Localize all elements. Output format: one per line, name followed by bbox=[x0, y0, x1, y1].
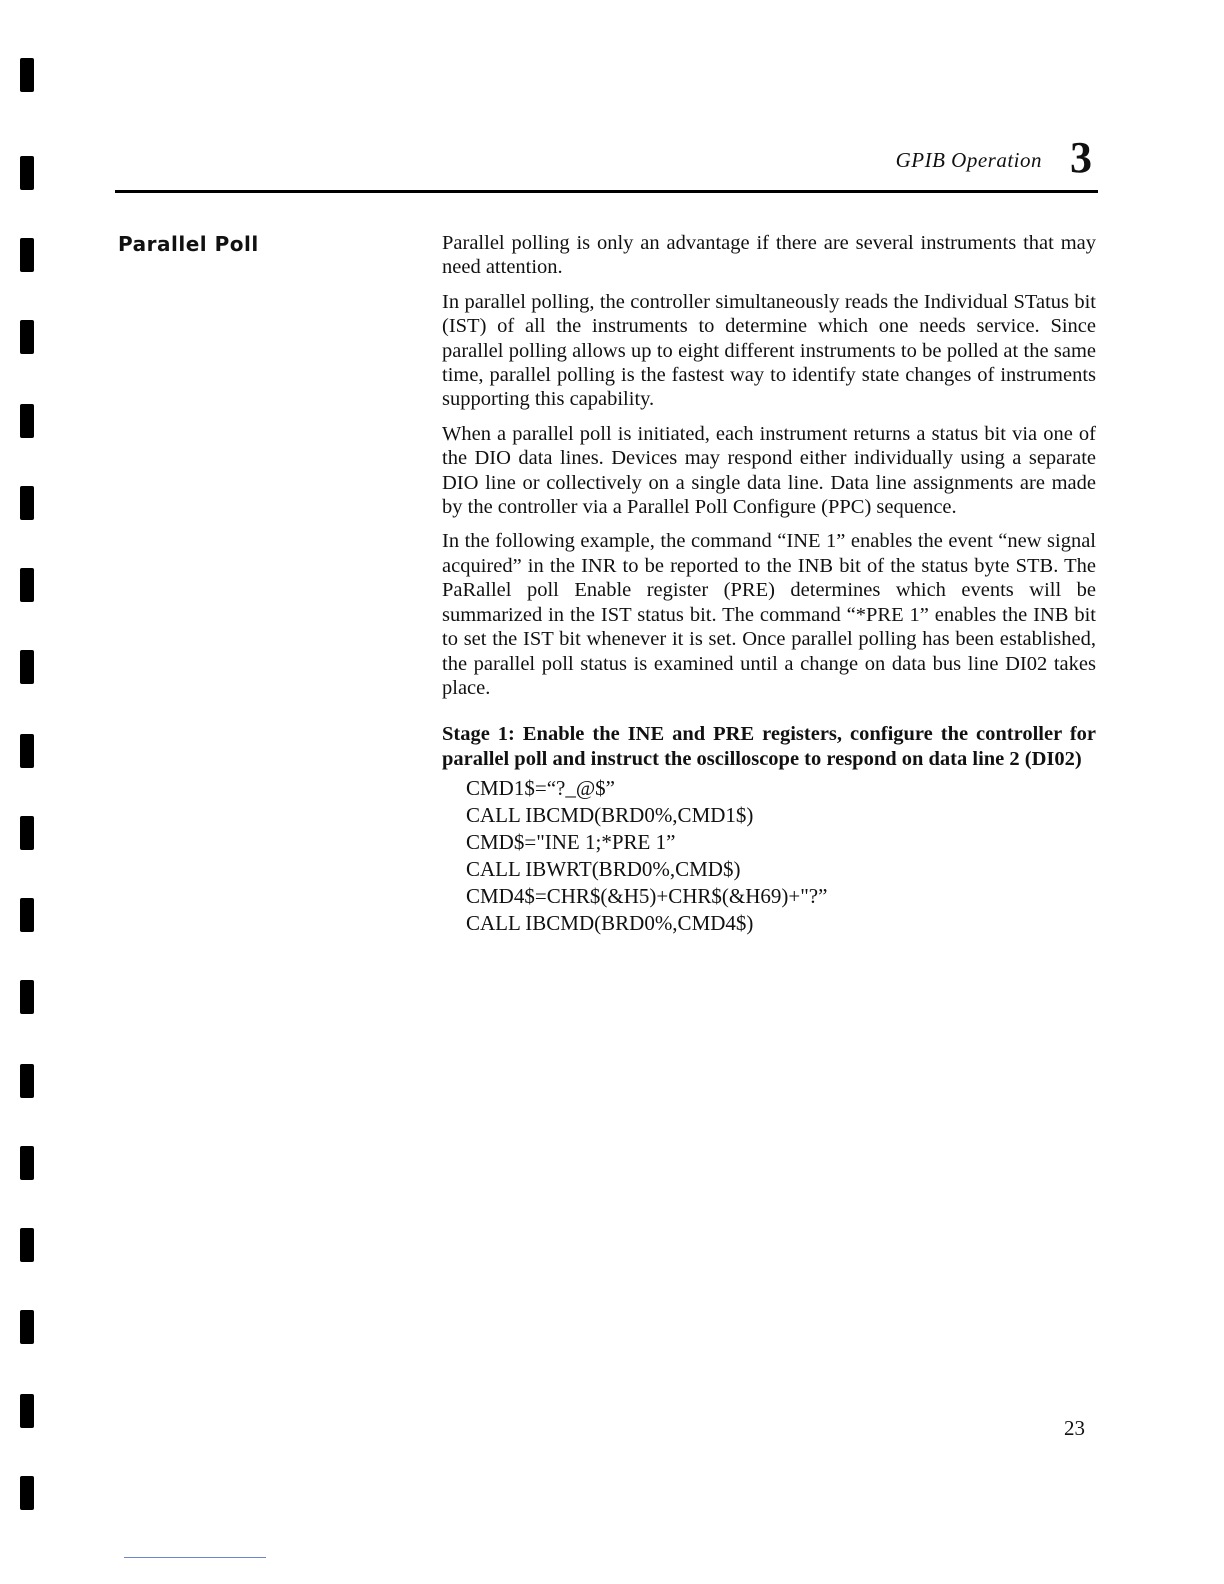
paragraph: Parallel polling is only an advantage if there are several instruments that may need attention. bbox=[442, 232, 1096, 279]
binder-holes bbox=[20, 0, 40, 1584]
code-block bbox=[466, 775, 1096, 937]
binder-hole bbox=[20, 568, 34, 602]
binder-hole bbox=[20, 1476, 34, 1510]
running-header bbox=[115, 133, 1098, 192]
code-line: CALL IBWRT(BRD0%,CMD$) bbox=[466, 857, 741, 882]
binder-hole bbox=[20, 1064, 34, 1098]
header-title: GPIB Operation bbox=[895, 148, 1042, 172]
code-line: CALL IBCMD(BRD0%,CMD4$) bbox=[466, 911, 754, 936]
code-line: CMD1$=“?_@$” bbox=[466, 776, 615, 801]
binder-hole bbox=[20, 650, 34, 684]
code-line: CALL IBCMD(BRD0%,CMD1$) bbox=[466, 803, 754, 828]
binder-hole bbox=[20, 1310, 34, 1344]
binder-hole bbox=[20, 320, 34, 354]
code-line: CMD4$=CHR$(&H5)+CHR$(&H69)+"?” bbox=[466, 884, 828, 909]
binder-hole bbox=[20, 404, 34, 438]
paragraph: In the following example, the command “INE 1” enables the event “new signal acquired” in the INR to be reported to the INB bit of the status byte STB. The PaRallel poll Enable register (PRE) determines which events will be summarized in the IST status bit. The command “*PRE 1” enables the INB bit to set the IST bit whenever it is set. Once parallel polling has been established, the parallel poll status is examined until a change on data bus line DI02 takes place. bbox=[442, 530, 1096, 699]
binder-hole bbox=[20, 58, 34, 92]
binder-hole bbox=[20, 486, 34, 520]
binder-hole bbox=[20, 238, 34, 272]
section-heading: Parallel Poll bbox=[118, 232, 259, 256]
chapter-number: 3 bbox=[1070, 133, 1092, 182]
binder-hole bbox=[20, 1394, 34, 1428]
paragraph: In parallel polling, the controller simultaneously reads the Individual STatus bit (IST) of all the instruments to determine which one needs service. Since parallel polling allows up to eight different instruments to be polled at the same time, parallel polling is the fastest way to identify state changes of instruments supporting this capability. bbox=[442, 290, 1096, 411]
paragraph: When a parallel poll is initiated, each instrument returns a status bit via one of the DIO data lines. Devices may respond either individually using a separate DIO line or collectively on a single data line. Data line assignments are made by the controller via a Parallel Poll Configure (PPC) sequence. bbox=[442, 422, 1096, 519]
binder-hole bbox=[20, 1146, 34, 1180]
binder-hole bbox=[20, 1228, 34, 1262]
code-line: CMD$="INE 1;*PRE 1” bbox=[466, 830, 676, 855]
binder-hole bbox=[20, 898, 34, 932]
binder-hole bbox=[20, 980, 34, 1014]
binder-hole bbox=[20, 816, 34, 850]
page-number: 23 bbox=[1064, 1416, 1085, 1440]
scan-mark-line bbox=[124, 1557, 266, 1558]
binder-hole bbox=[20, 734, 34, 768]
stage-heading: Stage 1: Enable the INE and PRE registers, configure the controller for parallel poll and instruct the oscilloscope to respond on data line 2 (DI02) bbox=[442, 723, 1096, 770]
header-rule bbox=[115, 190, 1098, 193]
main-content bbox=[442, 231, 1096, 937]
binder-hole bbox=[20, 156, 34, 190]
